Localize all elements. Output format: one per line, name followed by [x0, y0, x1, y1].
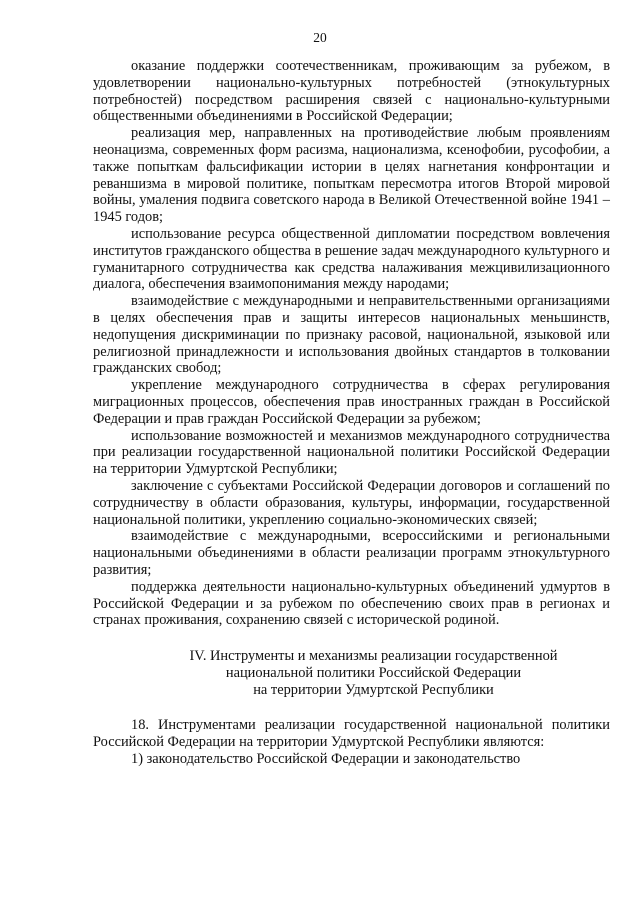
paragraph-counter-neonazism: реализация мер, направленных на противодействие любым проявлениям неонацизма, современных форм расизма, национализма, ксенофобии, русофобии, а также попыткам фальсификации истории в целях нагнетания конфронтации и реваншизма в мировой политике, попыткам пересмотра итогов Второй мировой войны, умаления подвига советского народа в Великой Отечественной войне 1941 – 1945 годов;	[93, 125, 610, 226]
section-heading	[93, 648, 610, 698]
paragraph-international-mechanisms: использование возможностей и механизмов международного сотрудничества при реализации государственной национальной политики Российской Федерации на территории Удмуртской Республики;	[93, 427, 610, 478]
page-number: 20	[313, 30, 327, 45]
paragraph-compatriots-support: оказание поддержки соотечественникам, проживающим за рубежом, в удовлетворении национально-культурных потребностей (этнокультурных потребностей) посредством расширения связей с национально-культурными общественными объединениями в Российской Федерации;	[93, 58, 610, 125]
section-heading-line: IV. Инструменты и механизмы реализации государственной	[189, 648, 558, 665]
section-heading-line: на территории Удмуртской Республики	[253, 681, 494, 698]
paragraph-migration-cooperation: укрепление международного сотрудничества в сферах регулирования миграционных процессов, обеспечения прав иностранных граждан в Российской Федерации и прав граждан Российской Федерации за рубежом;	[93, 377, 610, 427]
paragraph-public-diplomacy: использование ресурса общественной дипломатии посредством вовлечения институтов гражданского общества в решение задач международного культурного и гуманитарного сотрудничества как средства налаживания межцивилизационного диалога, обеспечения взаимопонимания между народами;	[93, 225, 610, 293]
section-heading-line: национальной политики Российской Федерации	[225, 664, 522, 681]
paragraph-udmurt-support: поддержка деятельности национально-культурных объединений удмуртов в Российской Федерации и за рубежом по обеспечению своих прав в регионах и странах проживания, сохранению связей с исторической родиной.	[93, 578, 610, 629]
document-body	[93, 58, 610, 768]
clause-18: 18. Инструментами реализации государственной национальной политики Российской Федерации на территории Удмуртской Республики являются:	[93, 717, 610, 751]
paragraph-ngo-cooperation: взаимодействие с международными и неправительственными организациями в целях обеспечения прав и защиты интересов национальных меньшинств, недопущения дискриминации по признаку расовой, национальной, языковой или религиозной принадлежности и использования двойных стандартов в толковании гражданских свобод;	[93, 293, 610, 377]
paragraph-regional-agreements: заключение с субъектами Российской Федерации договоров и соглашений по сотрудничеству в области образования, культуры, информации, государственной национальной политики, укреплению социально-экономических связей;	[93, 477, 610, 528]
paragraph-national-associations: взаимодействие с международными, всероссийскими и региональными национальными объединениями в области реализации программ этнокультурного развития;	[93, 528, 610, 578]
clause-18-item-1: 1) законодательство Российской Федерации и законодательство	[131, 751, 521, 768]
